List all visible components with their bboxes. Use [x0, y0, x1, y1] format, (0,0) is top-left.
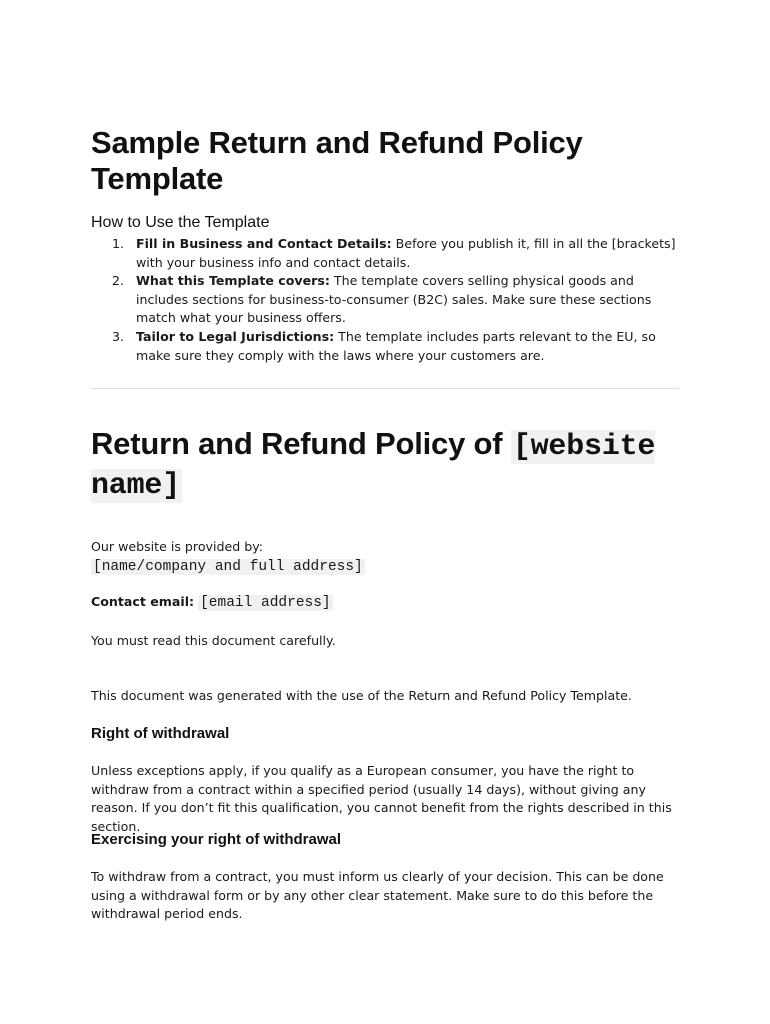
- exercising-withdrawal-text: To withdraw from a contract, you must inform us clearly of your decision. This can be done using a withdrawal form or by any other clear statement. Make sure to do this before the withdrawal period ends.: [91, 869, 664, 922]
- email-placeholder: [email address]: [200, 595, 331, 611]
- list-item: [112, 328, 681, 365]
- read-carefully-text: You must read this document carefully.: [91, 633, 336, 648]
- provided-by-label: Our website is provided by:: [91, 539, 263, 554]
- list-number: 1.: [112, 236, 125, 251]
- list-number: 3.: [112, 328, 125, 344]
- list-item-bold: What this Template covers:: [136, 273, 330, 289]
- how-to-list: [91, 235, 681, 365]
- provider-placeholder: [name/company and full address]: [93, 558, 363, 575]
- exercising-withdrawal-heading: Exercising your right of withdrawal: [91, 831, 342, 848]
- list-item: [112, 235, 681, 272]
- policy-title-prefix: Return and Refund Policy of: [91, 426, 511, 461]
- contact-email-line: [91, 593, 681, 613]
- document-title: Sample Return and Refund Policy Template: [91, 125, 583, 196]
- list-number: 2.: [112, 273, 125, 289]
- website-name-placeholder: [website name]: [91, 430, 656, 503]
- policy-title: [91, 426, 671, 504]
- list-item-bold: Fill in Business and Contact Details:: [136, 236, 392, 251]
- generated-note: This document was generated with the use of the Return and Refund Policy Template.: [91, 688, 632, 703]
- contact-email-label: Contact email:: [91, 594, 195, 609]
- section-divider: [91, 388, 679, 389]
- how-to-heading: How to Use the Template: [91, 214, 270, 231]
- right-of-withdrawal-heading: Right of withdrawal: [91, 725, 230, 742]
- list-item-text: The template includes parts relevant to the EU, so make sure they comply with the laws where your customers are.: [136, 328, 656, 363]
- list-item: [112, 272, 681, 328]
- right-of-withdrawal-text: Unless exceptions apply, if you qualify as a European consumer, you have the right to withdraw from a contract within a specified period (usually 14 days), without giving any reason. If you don’t fit this qualification, you cannot benefit from the rights described in this section.: [91, 763, 672, 834]
- list-item-text: The template covers selling physical goods and includes sections for business-to-consumer (B2C) sales. Make sure these sections match what your business offers.: [136, 273, 652, 326]
- list-item-text: Before you publish it, fill in all the [brackets] with your business info and contact details.: [136, 236, 676, 270]
- provided-by-block: [91, 538, 681, 576]
- list-item-bold: Tailor to Legal Jurisdictions:: [136, 328, 335, 344]
